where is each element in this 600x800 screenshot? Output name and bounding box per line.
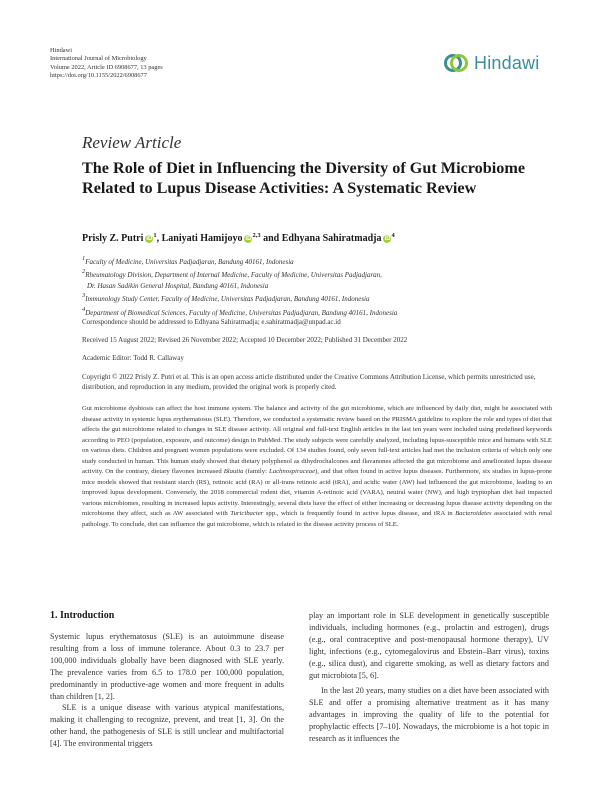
- body-paragraph: play an important role in SLE development in genetically susceptible individuals, including hormones (e.g., prolactin and estrogen), drugs (e.g., oral contraceptive and post-menopausal hormone therapy), UV light, infections (e.g., cytomegalovirus and Ebstein–Barr virus), toxins (e.g., silica dust), and cigarette smoking, as well as dietary factors and gut microbiota [5, 6].: [309, 611, 549, 680]
- body-column-left: [50, 610, 284, 750]
- orcid-icon[interactable]: iD: [245, 236, 252, 242]
- affiliation: [82, 281, 562, 291]
- abstract-taxon: Turicibacter: [230, 510, 264, 517]
- affiliation-sup: 1: [82, 255, 86, 262]
- affiliation-sup: 2: [82, 268, 86, 276]
- author-separator: and: [260, 233, 282, 244]
- body-paragraph: SLE is a unique disease with various atypical manifestations, making it challenging to recognize, prevent, and treat [1, 3]. On the other hand, the pathogenesis of SLE is still unclear and multifactorial [4]. The environmental triggers: [50, 703, 284, 749]
- abstract-text: ), and that often found in active lupus diseases. Furthermore, six studies in lupus-prone mice models showed that resistant starch (RS), retinoic acid (RA) or all-trans retinoic acid (tRA), and acidic water (AW) had influenced the gut microbiome, leading to an improved lupus development. Conversely, the 2018 commercial rodent diet, vitamin A-retinoic acid (VARA), neutral water (NW), and high tryptophan diet had impacted various microbiomes, resulting in increased lupus activity. Interestingly, several diets have the effect of either increasing or decreasing lupus disease activity depending on the microbiome they affect, such as AW associated with: [82, 468, 553, 517]
- hindawi-logo: [443, 50, 539, 76]
- doi-link[interactable]: https://doi.org/10.1155/2022/6908677: [50, 72, 147, 80]
- author-separator: ,: [156, 233, 162, 244]
- abstract: [82, 404, 552, 530]
- affiliation: [82, 267, 562, 280]
- affiliation-text: Dr. Hasan Sadikin General Hospital, Bandung 40161, Indonesia: [87, 281, 269, 290]
- abstract-text: (family:: [243, 468, 269, 475]
- publisher-name: Hindawi: [50, 47, 73, 54]
- correspondence: Correspondence should be addressed to Edhyana Sahiratmadja; e.sahiratmadja@unpad.ac.id: [82, 318, 341, 326]
- orcid-icon[interactable]: iD: [146, 236, 153, 242]
- affiliation-list: [82, 254, 562, 318]
- affiliation-sup: 3: [82, 292, 86, 300]
- author-affil-sup: 4: [391, 232, 395, 239]
- abstract-taxon: Bacteroidetes: [455, 510, 492, 517]
- abstract-text: associated with renal pathology. To conclude, diet can influence the gut microbiome, which is related to the disease activity process of SLE.: [82, 510, 552, 528]
- section-heading: 1. Introduction: [50, 610, 115, 621]
- affiliation: [82, 291, 562, 304]
- affiliation: [82, 305, 562, 318]
- abstract-text: spp., which is frequently found in active lupus disease, and tRA in: [263, 510, 456, 517]
- author-name[interactable]: Prisly Z. Putri: [82, 233, 144, 244]
- volume-line: Volume 2022, Article ID 6908677, 13 pages: [50, 63, 163, 71]
- hindawi-logo-icon: [443, 50, 469, 76]
- author-list: [82, 232, 395, 244]
- body-paragraph: Systemic lupus erythematosus (SLE) is an autoimmune disease resulting from a loss of immune tolerance. About 0.3 to 23.7 per 100,000 individuals globally have been diagnosed with SLE yearly. The prevalence varies from 6.5 to 178.0 per 100,000 population, predominantly in productive-age women and more frequent in adults than children [1, 2].: [50, 632, 284, 701]
- paper-title: The Role of Diet in Influencing the Diversity of Gut Microbiome Related to Lupus Disease Activities: A Systematic Review: [82, 159, 526, 197]
- journal-name: International Journal of Microbiology: [50, 55, 147, 63]
- affiliation-text: Faculty of Medicine, Universitas Padjadjaran, Bandung 40161, Indonesia: [85, 258, 294, 266]
- academic-editor: Academic Editor: Todd R. Callaway: [82, 354, 184, 362]
- affiliation-text: Rheumatology Division, Department of Internal Medicine, Faculty of Medicine, Universitas Padjadjaran,: [85, 271, 382, 280]
- body-column-right: [309, 610, 549, 745]
- author-affil-sup: 2,3: [252, 232, 261, 239]
- abstract-text: Gut microbiome dysbiosis can affect the host immune system. The balance and activity of the gut microbiome, which are influenced by daily diet, might be associated with disease activity in systemic lupus erythematosus (SLE). Therefore, we conducted a systematic review based on the PRISMA guideline to explore the role and types of diet that affects the gut microbiome related to changes in SLE disease activity. All original and full-text English articles in the last ten years were included using predefined keywords according to PEO (population, exposure, and outcome) design in PubMed. The study subjects were carefully analyzed, including lupus-susceptible mice and humans with SLE on various diets. Children and pregnant women populations were excluded. Of 134 studies found, only seven full-text articles had met the inclusion criteria of which only one study conducted in human. This human study showed that dietary polyphenol as dihydrochalcones and flavanones affected the gut microbiome and ameliorated lupus disease activity. On the contrary, dietary flavones increased: [82, 405, 552, 475]
- affiliation-text: Department of Biomedical Sciences, Faculty of Medicine, Universitas Padjadjaran, Bandung 40161, Indonesia: [85, 308, 398, 317]
- author-name[interactable]: Laniyati Hamijoyo: [161, 233, 243, 244]
- affiliation-sup: 4: [82, 305, 86, 313]
- orcid-icon[interactable]: iD: [384, 236, 391, 242]
- article-type: Review Article: [82, 133, 182, 152]
- copyright-notice: Copyright © 2022 Prisly Z. Putri et al. This is an open access article distributed under the Creative Commons Attribution License, which permits unrestricted use, distribution, and reproduction in any medium, provided the original work is properly cited.: [82, 373, 536, 391]
- journal-header: [50, 47, 163, 81]
- article-dates: Received 15 August 2022; Revised 26 November 2022; Accepted 10 December 2022; Published 31 December 2022: [82, 336, 408, 344]
- abstract-taxon: Blautia: [223, 468, 244, 475]
- author-affil-sup: 1: [153, 232, 157, 239]
- author-name[interactable]: Edhyana Sahiratmadja: [281, 233, 382, 244]
- abstract-taxon: Lachnospiraceae: [269, 468, 316, 475]
- logo-wordmark: Hindawi: [474, 52, 540, 73]
- affiliation-text: Immunology Study Center, Faculty of Medicine, Universitas Padjadjaran, Bandung 40161, Indonesia: [85, 295, 370, 304]
- affiliation: [82, 254, 562, 267]
- body-paragraph: In the last 20 years, many studies on a diet have been associated with SLE and offer a promising alternative treatment as it has many advantages in improving the quality of life to the potential for prophylactic effects [7–10]. Nowadays, the microbiome is a hot topic in research as it influences the: [309, 686, 549, 744]
